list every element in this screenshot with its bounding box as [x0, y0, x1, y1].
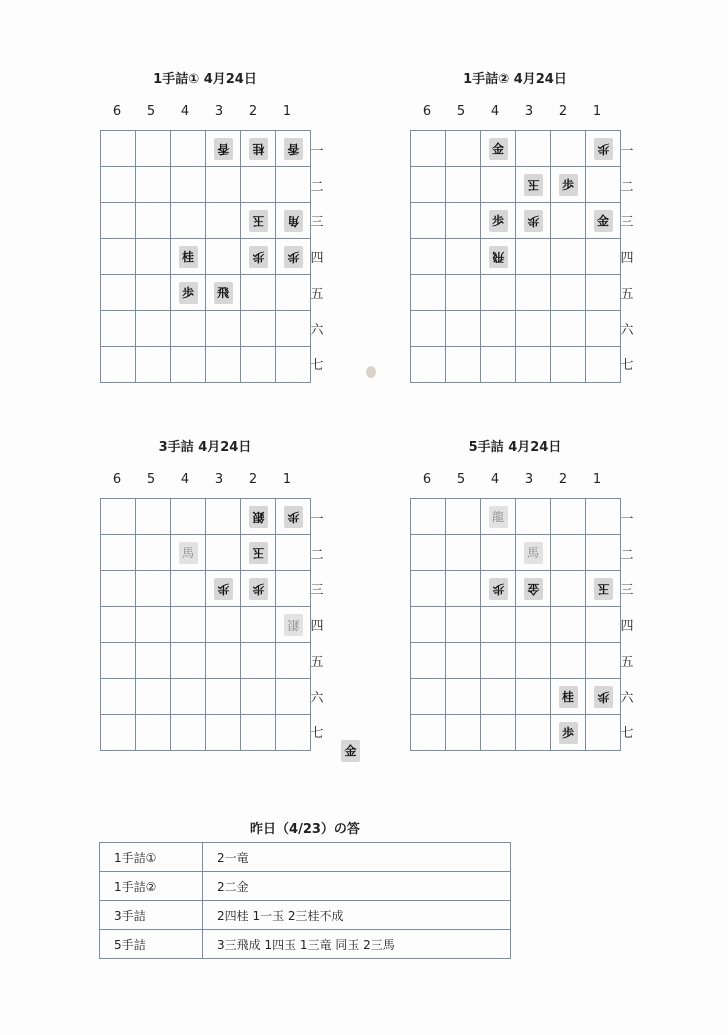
row-label: 四	[620, 251, 634, 267]
board-square	[101, 167, 136, 203]
board-square	[276, 643, 311, 679]
board-square	[481, 715, 516, 751]
board-square	[136, 167, 171, 203]
board-square	[586, 239, 621, 275]
board-square	[206, 607, 241, 643]
board-square	[586, 535, 621, 571]
board-square	[241, 275, 276, 311]
column-label: 6	[422, 472, 432, 487]
board-square	[206, 643, 241, 679]
shogi-piece: 飛	[214, 282, 233, 304]
piece-in-hand: 金	[341, 740, 360, 762]
board-square	[481, 679, 516, 715]
board-square	[446, 131, 481, 167]
board-square	[481, 203, 516, 239]
board-square	[551, 311, 586, 347]
board-square	[171, 131, 206, 167]
shogi-piece: 香	[214, 138, 233, 160]
row-label: 七	[620, 358, 634, 374]
row-label: 七	[310, 358, 324, 374]
board-square	[136, 607, 171, 643]
board-square	[551, 679, 586, 715]
paper-smudge	[366, 366, 376, 378]
shogi-piece: 歩	[594, 686, 613, 708]
board-square	[136, 275, 171, 311]
shogi-piece: 飛	[489, 246, 508, 268]
shogi-piece: 馬	[179, 542, 198, 564]
answers-title: 昨日（4/23）の答	[250, 822, 360, 837]
board-square	[446, 679, 481, 715]
board-square	[516, 643, 551, 679]
column-label: 1	[592, 104, 602, 119]
board-square	[411, 311, 446, 347]
row-label: 一	[310, 144, 324, 159]
board-square	[241, 239, 276, 275]
board-square	[446, 347, 481, 383]
row-label: 二	[620, 547, 634, 563]
board-square	[101, 499, 136, 535]
board-square	[171, 275, 206, 311]
column-labels	[100, 472, 305, 486]
board-square	[411, 715, 446, 751]
board-square	[551, 203, 586, 239]
row-label: 五	[620, 654, 634, 670]
board-square	[206, 679, 241, 715]
board-square	[551, 131, 586, 167]
shogi-piece: 角	[284, 210, 303, 232]
row-label: 三	[620, 583, 634, 599]
row-label: 七	[310, 726, 324, 742]
answer-moves: 2四桂 1一玉 2三桂不成	[203, 901, 511, 930]
board-square	[446, 203, 481, 239]
column-label: 6	[422, 104, 432, 119]
board-square	[136, 679, 171, 715]
answer-problem: 1手詰①	[100, 843, 203, 872]
row-label: 六	[310, 322, 324, 338]
shogi-piece: 歩	[489, 578, 508, 600]
board-square	[241, 131, 276, 167]
board-title: 1手詰① 4月24日	[153, 72, 257, 87]
row-label: 四	[310, 251, 324, 267]
board-square	[516, 275, 551, 311]
board-square	[586, 275, 621, 311]
row-label: 一	[620, 512, 634, 527]
shogi-piece: 玉	[594, 578, 613, 600]
board-square	[101, 131, 136, 167]
board-square	[411, 535, 446, 571]
board-square	[446, 643, 481, 679]
row-label: 六	[310, 690, 324, 706]
board-square	[276, 499, 311, 535]
column-label: 6	[112, 472, 122, 487]
board-square	[551, 499, 586, 535]
board-square	[516, 347, 551, 383]
board-square	[586, 167, 621, 203]
board-square	[551, 715, 586, 751]
board-square	[136, 643, 171, 679]
board-square	[136, 239, 171, 275]
board-square	[411, 499, 446, 535]
shogi-piece: 金	[489, 138, 508, 160]
board-square	[516, 167, 551, 203]
shogi-piece: 玉	[249, 210, 268, 232]
board-square	[206, 311, 241, 347]
shogi-piece: 銀	[249, 506, 268, 528]
board-square	[586, 203, 621, 239]
board-square	[206, 347, 241, 383]
board-square	[551, 571, 586, 607]
column-label: 5	[456, 104, 466, 119]
board-square	[206, 275, 241, 311]
board-square	[206, 571, 241, 607]
shogi-piece: 龍	[489, 506, 508, 528]
board-square	[516, 499, 551, 535]
board-grid	[410, 130, 621, 383]
board-square	[481, 535, 516, 571]
board-square	[586, 499, 621, 535]
board-square	[411, 239, 446, 275]
board-square	[276, 239, 311, 275]
board-square	[411, 347, 446, 383]
board-square	[101, 643, 136, 679]
board-square	[101, 571, 136, 607]
board-square	[276, 607, 311, 643]
board-square	[551, 239, 586, 275]
board-square	[481, 131, 516, 167]
answer-problem: 1手詰②	[100, 872, 203, 901]
shogi-piece: 銀	[284, 614, 303, 636]
row-label: 二	[310, 547, 324, 563]
board-square	[411, 571, 446, 607]
column-label: 3	[524, 104, 534, 119]
row-label: 四	[620, 619, 634, 635]
column-label: 4	[490, 104, 500, 119]
board-square	[481, 239, 516, 275]
board-square	[241, 679, 276, 715]
column-labels	[410, 104, 615, 118]
row-label: 一	[310, 512, 324, 527]
board-square	[551, 643, 586, 679]
board-square	[586, 607, 621, 643]
board-square	[516, 535, 551, 571]
board-square	[411, 607, 446, 643]
board-square	[446, 535, 481, 571]
board-square	[516, 239, 551, 275]
board-grid	[410, 498, 621, 751]
column-label: 5	[456, 472, 466, 487]
board-square	[136, 499, 171, 535]
board-square	[171, 203, 206, 239]
board-grid	[100, 130, 311, 383]
board-square	[481, 347, 516, 383]
board-square	[101, 535, 136, 571]
board-square	[206, 535, 241, 571]
board-square	[206, 131, 241, 167]
shogi-piece: 桂	[559, 686, 578, 708]
board-square	[171, 167, 206, 203]
board-square	[516, 571, 551, 607]
row-label: 六	[620, 690, 634, 706]
column-labels	[410, 472, 615, 486]
board-square	[136, 311, 171, 347]
board-square	[446, 571, 481, 607]
board-square	[171, 715, 206, 751]
board-square	[516, 679, 551, 715]
board-square	[241, 571, 276, 607]
shogi-piece: 歩	[489, 210, 508, 232]
shogi-piece: 歩	[594, 138, 613, 160]
board-square	[446, 311, 481, 347]
shogi-piece: 玉	[249, 542, 268, 564]
board-square	[276, 347, 311, 383]
shogi-piece: 歩	[284, 506, 303, 528]
board-square	[276, 535, 311, 571]
row-label: 六	[620, 322, 634, 338]
board-square	[241, 499, 276, 535]
board-square	[171, 311, 206, 347]
column-labels	[100, 104, 305, 118]
column-label: 2	[558, 472, 568, 487]
board-title: 3手詰 4月24日	[158, 440, 252, 455]
board-square	[276, 167, 311, 203]
row-label: 五	[620, 286, 634, 302]
board-square	[516, 311, 551, 347]
board-square	[551, 607, 586, 643]
board-square	[171, 607, 206, 643]
table-row	[100, 930, 511, 959]
board-square	[586, 679, 621, 715]
board-square	[516, 715, 551, 751]
board-square	[206, 715, 241, 751]
board-square	[411, 643, 446, 679]
board-grid	[100, 498, 311, 751]
board-square	[276, 679, 311, 715]
table-row	[100, 901, 511, 930]
shogi-piece: 金	[594, 210, 613, 232]
board-square	[446, 607, 481, 643]
column-label: 3	[214, 472, 224, 487]
board-square	[551, 347, 586, 383]
board-square	[411, 679, 446, 715]
answers-table	[99, 842, 511, 959]
shogi-piece: 歩	[559, 174, 578, 196]
board-square	[101, 347, 136, 383]
board-square	[206, 239, 241, 275]
board-square	[481, 607, 516, 643]
board-square	[101, 203, 136, 239]
board-square	[136, 571, 171, 607]
row-label: 五	[310, 286, 324, 302]
board-title: 1手詰② 4月24日	[463, 72, 567, 87]
answer-moves: 3三飛成 1四玉 1三竜 同玉 2三馬	[203, 930, 511, 959]
board-square	[206, 499, 241, 535]
board-square	[586, 643, 621, 679]
board-square	[586, 715, 621, 751]
shogi-piece: 歩	[559, 722, 578, 744]
shogi-piece: 歩	[214, 578, 233, 600]
board-square	[586, 347, 621, 383]
column-label: 5	[146, 472, 156, 487]
board-square	[551, 275, 586, 311]
table-row	[100, 872, 511, 901]
board-square	[171, 347, 206, 383]
answer-problem: 5手詰	[100, 930, 203, 959]
shogi-piece: 玉	[524, 174, 543, 196]
board-square	[411, 167, 446, 203]
shogi-piece: 桂	[179, 246, 198, 268]
table-row	[100, 843, 511, 872]
answer-problem: 3手詰	[100, 901, 203, 930]
board-square	[241, 715, 276, 751]
board-square	[241, 311, 276, 347]
board-square	[241, 607, 276, 643]
row-label: 二	[310, 179, 324, 195]
shogi-piece: 歩	[179, 282, 198, 304]
board-square	[276, 203, 311, 239]
board-square	[171, 535, 206, 571]
shogi-piece: 桂	[249, 138, 268, 160]
row-label: 三	[310, 583, 324, 599]
board-square	[171, 239, 206, 275]
board-square	[586, 131, 621, 167]
row-label: 一	[620, 144, 634, 159]
board-square	[171, 571, 206, 607]
board-square	[411, 275, 446, 311]
board-square	[411, 203, 446, 239]
column-label: 2	[248, 472, 258, 487]
column-label: 4	[490, 472, 500, 487]
board-square	[241, 535, 276, 571]
board-square	[276, 311, 311, 347]
column-label: 3	[524, 472, 534, 487]
board-square	[206, 203, 241, 239]
board-square	[446, 239, 481, 275]
board-square	[516, 607, 551, 643]
column-label: 5	[146, 104, 156, 119]
column-label: 3	[214, 104, 224, 119]
board-square	[481, 167, 516, 203]
board-square	[551, 535, 586, 571]
board-square	[446, 499, 481, 535]
board-square	[136, 131, 171, 167]
answer-moves: 2一竜	[203, 843, 511, 872]
shogi-piece: 歩	[284, 246, 303, 268]
board-square	[241, 643, 276, 679]
shogi-piece: 歩	[249, 246, 268, 268]
column-label: 1	[282, 472, 292, 487]
board-square	[481, 571, 516, 607]
board-square	[481, 275, 516, 311]
board-square	[101, 607, 136, 643]
board-square	[586, 311, 621, 347]
board-square	[101, 275, 136, 311]
board-square	[171, 643, 206, 679]
row-label: 五	[310, 654, 324, 670]
column-label: 4	[180, 472, 190, 487]
column-label: 1	[592, 472, 602, 487]
board-square	[136, 535, 171, 571]
board-square	[276, 275, 311, 311]
shogi-piece: 歩	[524, 210, 543, 232]
answer-moves: 2二金	[203, 872, 511, 901]
board-square	[241, 203, 276, 239]
board-square	[446, 167, 481, 203]
row-label: 四	[310, 619, 324, 635]
board-square	[516, 131, 551, 167]
board-square	[101, 679, 136, 715]
board-square	[586, 571, 621, 607]
row-label: 三	[310, 215, 324, 231]
board-square	[516, 203, 551, 239]
column-label: 1	[282, 104, 292, 119]
board-square	[136, 203, 171, 239]
board-square	[411, 131, 446, 167]
board-square	[481, 499, 516, 535]
board-square	[481, 643, 516, 679]
row-label: 三	[620, 215, 634, 231]
board-square	[101, 311, 136, 347]
shogi-piece: 馬	[524, 542, 543, 564]
board-square	[481, 311, 516, 347]
board-square	[136, 715, 171, 751]
board-square	[446, 715, 481, 751]
board-square	[101, 239, 136, 275]
column-label: 2	[558, 104, 568, 119]
board-square	[171, 679, 206, 715]
board-square	[206, 167, 241, 203]
board-square	[446, 275, 481, 311]
shogi-piece: 香	[284, 138, 303, 160]
column-label: 4	[180, 104, 190, 119]
board-square	[241, 347, 276, 383]
board-square	[241, 167, 276, 203]
board-square	[276, 715, 311, 751]
column-label: 2	[248, 104, 258, 119]
board-title: 5手詰 4月24日	[468, 440, 562, 455]
board-square	[276, 571, 311, 607]
shogi-piece: 歩	[249, 578, 268, 600]
column-label: 6	[112, 104, 122, 119]
board-square	[136, 347, 171, 383]
board-square	[101, 715, 136, 751]
board-square	[551, 167, 586, 203]
board-square	[276, 131, 311, 167]
board-square	[171, 499, 206, 535]
shogi-piece: 金	[524, 578, 543, 600]
row-label: 二	[620, 179, 634, 195]
row-label: 七	[620, 726, 634, 742]
